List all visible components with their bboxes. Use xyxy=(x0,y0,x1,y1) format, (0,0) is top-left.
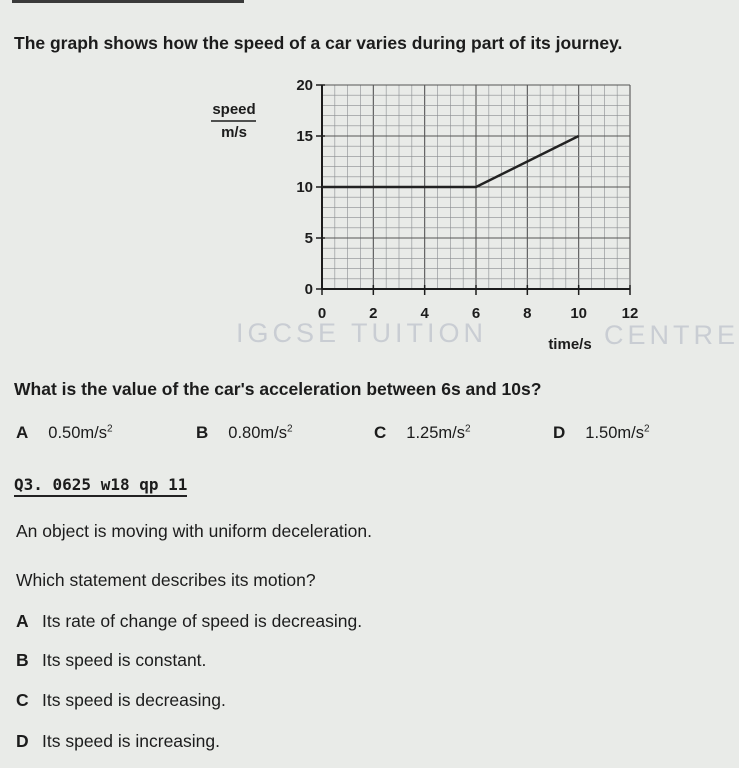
y-tick-label: 20 xyxy=(296,77,313,94)
y-axis-label-bottom: m/s xyxy=(221,124,247,141)
y-tick-label: 15 xyxy=(296,128,313,145)
y-tick-label: 10 xyxy=(296,179,313,196)
y-axis-label-top: speed xyxy=(212,101,256,118)
option-text: Its speed is decreasing. xyxy=(42,690,226,710)
x-tick-label: 6 xyxy=(471,305,481,322)
x-tick-label: 12 xyxy=(621,305,639,322)
option-letter: A xyxy=(16,423,29,442)
option-exponent: 2 xyxy=(464,423,471,435)
q3-option-b xyxy=(16,650,206,671)
option-text: Its speed is increasing. xyxy=(42,731,221,751)
option-text: Its speed is constant. xyxy=(42,650,207,670)
q3-line1: An object is moving with uniform deceleration. xyxy=(16,521,373,541)
option-exponent: 2 xyxy=(106,423,113,435)
option-text: Its rate of change of speed is decreasing. xyxy=(42,611,363,631)
option-letter: D xyxy=(553,423,566,442)
q1-question: What is the value of the car's acceleration between 6s and 10s? xyxy=(14,379,542,399)
y-tick-label: 0 xyxy=(304,281,313,298)
x-axis-label: time/s xyxy=(548,336,592,353)
y-tick-label: 5 xyxy=(304,230,313,247)
q3-line2: Which statement describes its motion? xyxy=(16,570,316,590)
q1-option-c xyxy=(374,423,471,443)
x-tick-label: 0 xyxy=(317,305,327,322)
q1-option-a xyxy=(16,423,113,443)
option-letter: C xyxy=(374,423,387,442)
option-letter: D xyxy=(16,731,29,751)
option-value: 0.50m/s xyxy=(48,424,107,442)
x-tick-label: 2 xyxy=(369,305,378,322)
option-letter: B xyxy=(196,423,209,442)
option-value: 1.25m/s xyxy=(406,424,465,442)
x-tick-label: 4 xyxy=(420,305,429,322)
option-exponent: 2 xyxy=(286,423,293,435)
q3-option-d xyxy=(16,731,220,752)
watermark-left: IGCSE TUITION xyxy=(236,318,488,348)
option-letter: B xyxy=(16,650,29,670)
x-tick-label: 8 xyxy=(523,305,532,322)
speed-time-graph xyxy=(0,0,719,380)
option-exponent: 2 xyxy=(643,423,650,435)
option-letter: A xyxy=(16,611,29,631)
q3-option-c xyxy=(16,690,226,711)
q1-option-d xyxy=(553,423,650,443)
x-tick-label: 10 xyxy=(570,305,588,322)
q1-option-b xyxy=(196,423,293,443)
option-letter: C xyxy=(16,690,29,710)
option-value: 0.80m/s xyxy=(228,424,287,442)
watermark-right: CENTRE xyxy=(604,320,739,350)
q3-code: Q3. 0625 w18 qp 11 xyxy=(14,475,187,497)
option-value: 1.50m/s xyxy=(585,424,644,442)
q3-option-a xyxy=(16,611,362,632)
q1-stem: The graph shows how the speed of a car varies during part of its journey. xyxy=(14,33,623,53)
